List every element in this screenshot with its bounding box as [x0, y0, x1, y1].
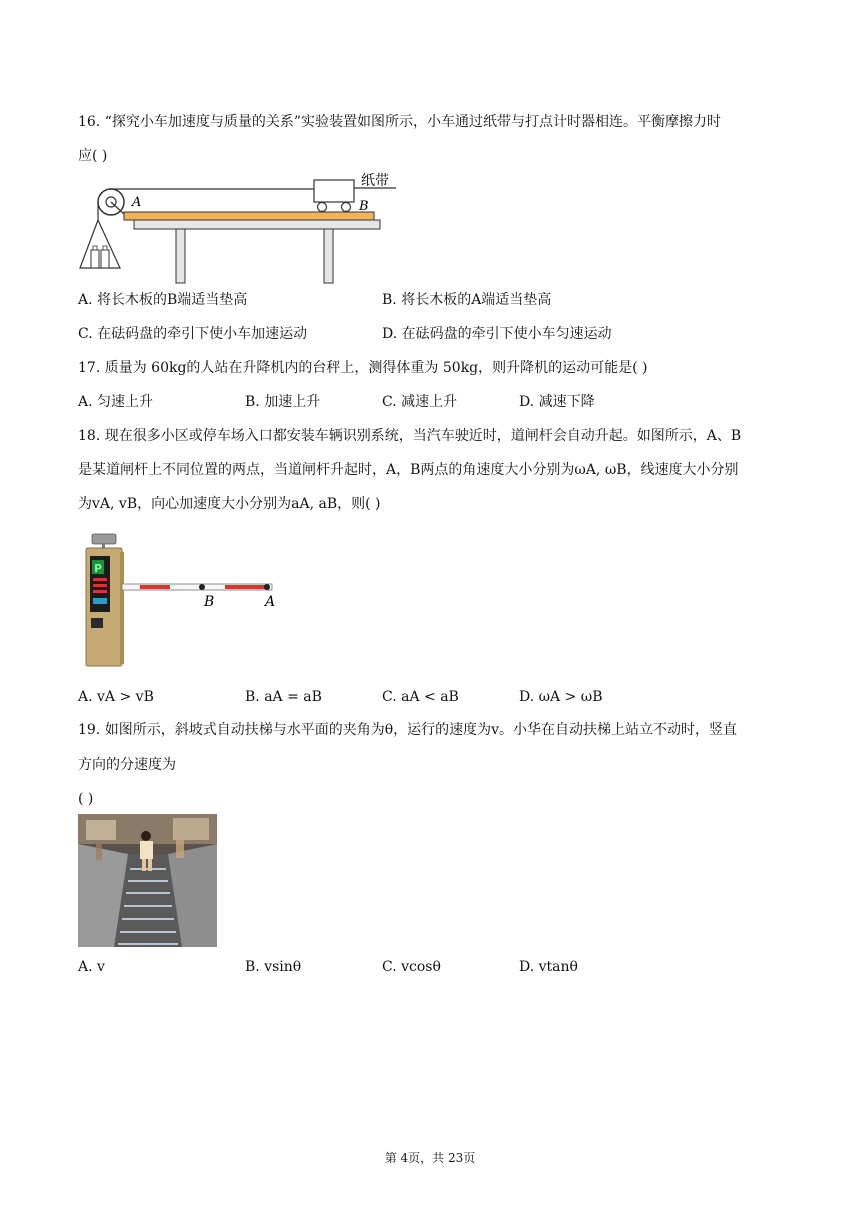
- q18-fig-label-b: B: [204, 594, 215, 610]
- q16-fig-label-a: A: [132, 195, 142, 210]
- q17-stem: 17. 质量为 60kg的人站在升降机内的台秤上，测得体重为 50kg，则升降机的运动可能是( ): [78, 360, 648, 376]
- q16-apparatus-figure: [78, 168, 408, 286]
- q19-stem-line1: 19. 如图所示，斜坡式自动扶梯与水平面的夹角为θ，运行的速度为v。小华在自动扶梯上站立不动时，竖直: [78, 722, 738, 738]
- q19-option-d: D. vtanθ: [519, 959, 578, 975]
- q16-stem-line2: 应( ): [78, 148, 108, 164]
- q19-option-b: B. vsinθ: [245, 959, 302, 975]
- q16-option-a: A. 将长木板的B端适当垫高: [78, 292, 248, 308]
- q16-fig-label-b: B: [359, 199, 369, 214]
- q17-option-d: D. 减速下降: [519, 394, 595, 410]
- q19-option-c: C. vcosθ: [382, 959, 441, 975]
- q18-stem-line1: 18. 现在很多小区或停车场入口都安装车辆识别系统，当汽车驶近时，道闸杆会自动升起。如图所示，A、B: [78, 428, 742, 444]
- q16-option-d: D. 在砝码盘的牵引下使小车匀速运动: [382, 326, 612, 342]
- q17-option-b: B. 加速上升: [245, 394, 321, 410]
- q19-stem-line3: ( ): [78, 791, 94, 807]
- q18-option-d: D. ωA > ωB: [519, 689, 603, 705]
- q16-fig-label-tape: 纸带: [361, 173, 389, 189]
- q17-option-a: A. 匀速上升: [78, 394, 154, 410]
- q18-stem-line3: 为vA, vB，向心加速度大小分别为aA, aB，则( ): [78, 496, 381, 512]
- q19-escalator-photo: [78, 814, 217, 947]
- q18-option-c: C. aA < aB: [382, 689, 459, 705]
- q19-stem-line2: 方向的分速度为: [78, 757, 176, 773]
- q18-stem-line2: 是某道闸杆上不同位置的两点，当道闸杆升起时，A，B两点的角速度大小分别为ωA, ωB，线速度大小分别: [78, 462, 739, 478]
- page-footer: 第 4页，共 23页: [384, 1151, 476, 1165]
- q16-option-c: C. 在砝码盘的牵引下使小车加速运动: [78, 326, 308, 342]
- q18-fig-label-a: A: [265, 594, 276, 610]
- q16-option-b: B. 将长木板的A端适当垫高: [382, 292, 552, 308]
- q17-option-c: C. 减速上升: [382, 394, 458, 410]
- q18-option-a: A. vA > vB: [78, 689, 154, 705]
- q18-barrier-gate-figure: [80, 528, 280, 670]
- q18-option-b: B. aA = aB: [245, 689, 322, 705]
- q16-stem-line1: 16. “探究小车加速度与质量的关系”实验装置如图所示，小车通过纸带与打点计时器相连。平衡摩擦力时: [78, 114, 722, 130]
- q18-fig-label-p: P: [94, 562, 103, 575]
- q19-option-a: A. v: [78, 959, 105, 975]
